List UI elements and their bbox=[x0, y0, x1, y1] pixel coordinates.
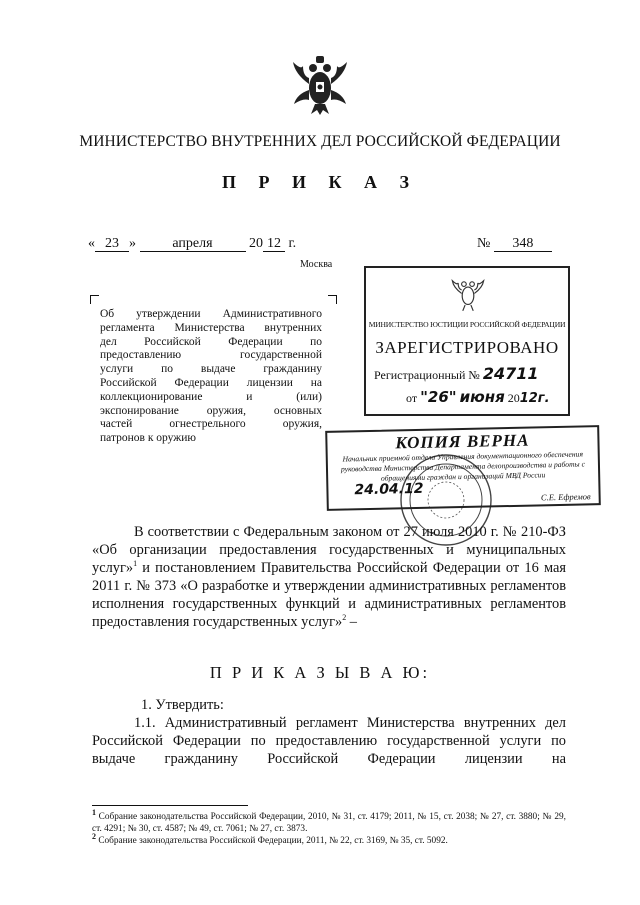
subject-line: Об утверждении Административного bbox=[100, 308, 322, 320]
number-label: № bbox=[477, 236, 491, 251]
footnote-ref-1: 1 bbox=[133, 559, 138, 569]
footnote-ref-2: 2 bbox=[342, 612, 347, 622]
date-month: апреля bbox=[140, 237, 246, 252]
date-quote-close: » bbox=[129, 236, 136, 251]
registration-stamp bbox=[364, 266, 570, 416]
reg-date-label: от bbox=[406, 391, 418, 405]
reg-number-value: 24711 bbox=[482, 364, 539, 383]
subject-line: частей огнестрельного оружия, bbox=[100, 418, 322, 431]
copy-stamp-signature: С.Е. Ефремов bbox=[540, 491, 591, 503]
copy-certified-stamp bbox=[325, 425, 601, 511]
footnote-number: 2 bbox=[92, 832, 96, 842]
subject-line: услуги по выдаче гражданину bbox=[100, 363, 322, 376]
subject-bracket-right bbox=[328, 295, 337, 304]
footnote-divider bbox=[92, 805, 248, 806]
date-quote-open: « bbox=[88, 236, 95, 251]
subject-line: патронов к оружию bbox=[100, 432, 196, 445]
date-year-suffix: 12 bbox=[263, 237, 285, 252]
city: Москва bbox=[300, 259, 333, 270]
date-day: 23 bbox=[95, 237, 129, 252]
preamble-part-3: – bbox=[346, 613, 357, 630]
preamble-part-1: В соответствии с Федеральным законом от 27 июля 2010 г. № 210-ФЗ «Об организации предоставления государственных и муниципальных услуг» bbox=[92, 524, 566, 576]
order-subject bbox=[100, 308, 322, 446]
item-1-1-text: 1.1. Административный регламент Министерства внутренних дел Российской Федерации по предоставлению государственной услуги по выдаче гражданину Российской Федерации лицензии на bbox=[92, 715, 566, 767]
subject-line: Российской Федерации лицензии на bbox=[100, 376, 322, 389]
stamp-registered: ЗАРЕГИСТРИРОВАНО bbox=[375, 338, 559, 357]
number-value: 348 bbox=[494, 237, 552, 252]
footnotes bbox=[92, 807, 566, 848]
coat-of-arms-emblem bbox=[289, 54, 351, 116]
document-type-title: П Р И К А З bbox=[221, 172, 419, 192]
subject-line: предоставлению государственной bbox=[100, 349, 322, 362]
stamp-reg-date bbox=[406, 388, 550, 406]
preamble-paragraph bbox=[92, 524, 566, 631]
order-date bbox=[88, 236, 296, 252]
subject-bracket-left bbox=[90, 295, 99, 304]
order-directive: П Р И К А З Ы В А Ю: bbox=[209, 663, 431, 682]
stamp-org: МИНИСТЕРСТВО ЮСТИЦИИ РОССИЙСКОЙ ФЕДЕРАЦИИ bbox=[368, 320, 566, 329]
subject-line: регламента Министерства внутренних bbox=[100, 321, 322, 334]
subject-line: экспонирование оружия, основных bbox=[100, 404, 322, 417]
subject-line: дел Российской Федерации по bbox=[100, 335, 322, 348]
reg-number-label: Регистрационный № bbox=[374, 368, 480, 382]
footnote-text: Собрание законодательства Российской Федерации, 2011, № 22, ст. 3169, № 35, ст. 5092. bbox=[96, 836, 448, 847]
copy-stamp-date: 24.04.12 bbox=[354, 480, 424, 499]
item-1-1 bbox=[92, 715, 566, 769]
order-number bbox=[477, 236, 552, 252]
reg-date-year: 20 bbox=[507, 391, 520, 405]
stamp-reg-number bbox=[374, 364, 539, 383]
item-1: 1. Утвердить: bbox=[141, 697, 224, 713]
reg-date-year-hand: 12г. bbox=[519, 391, 550, 406]
ministry-name: МИНИСТЕРСТВО ВНУТРЕННИХ ДЕЛ РОССИЙСКОЙ ФЕДЕРАЦИИ bbox=[79, 133, 561, 150]
date-year-prefix: 20 bbox=[249, 236, 263, 251]
footnote-2 bbox=[92, 832, 566, 847]
preamble-part-2: и постановлением Правительства Российской Федерации от 16 мая 2011 г. № 373 «О разработке и утверждении административных регламентов исполнения государственных функций и административных регламентов предоставления государственных услуг» bbox=[92, 559, 566, 630]
copy-stamp-title: КОПИЯ ВЕРНА bbox=[395, 430, 530, 453]
copy-stamp-position: Начальник приемной отдела Управления документационного обеспечения руководства Министерства Департамента делопроизводства и работы с обращениями граждан и организаций МВД России bbox=[340, 449, 586, 483]
reg-date-day: "26" bbox=[420, 388, 457, 406]
stamp-emblem-icon bbox=[450, 276, 486, 312]
date-year-abbr: г. bbox=[288, 236, 297, 251]
subject-line: коллекционирование и (или) bbox=[100, 390, 322, 403]
footnote-text: Собрание законодательства Российской Федерации, 2010, № 31, ст. 4179; 2011, № 15, ст. 2038; № 27, ст. 3880; № 29, ст. 4291; № 30, ст. 4587; № 49, ст. 7061; № 27, ст. 3873. bbox=[92, 812, 566, 835]
reg-date-month: июня bbox=[459, 388, 505, 406]
footnote-number: 1 bbox=[92, 807, 96, 817]
footnote-1 bbox=[92, 807, 566, 835]
